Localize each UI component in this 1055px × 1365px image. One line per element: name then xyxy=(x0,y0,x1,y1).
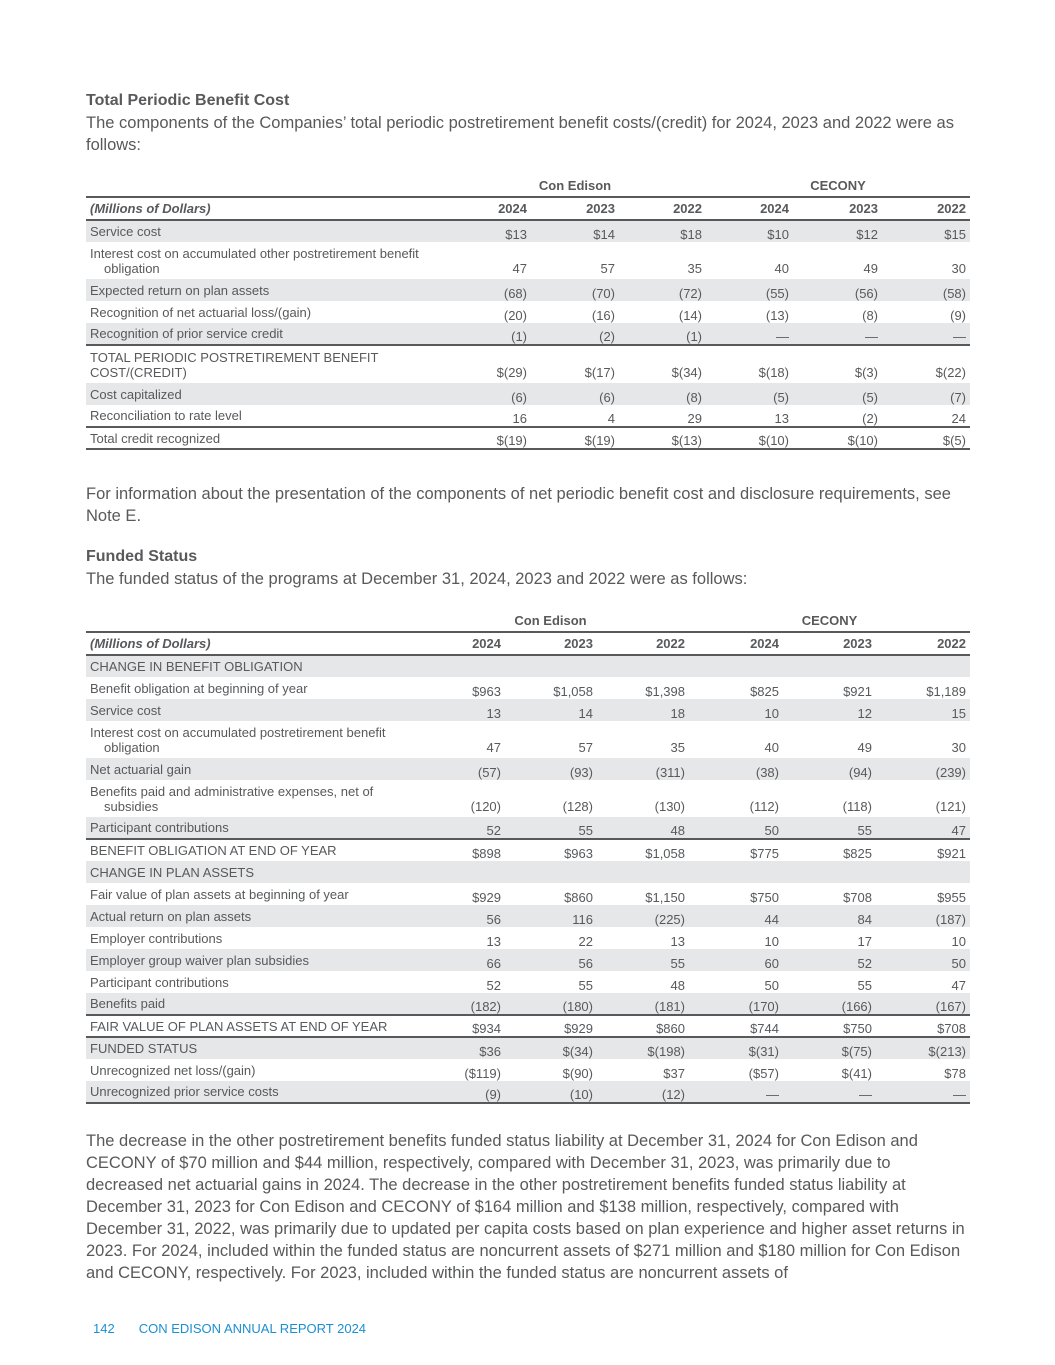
table-row xyxy=(86,655,970,677)
cell-value: $934 xyxy=(412,1015,505,1037)
cell-value: $(3) xyxy=(793,345,882,383)
cell-value xyxy=(783,861,876,883)
cell-value: ($57) xyxy=(748,1066,779,1081)
row-label xyxy=(86,383,444,405)
cell-value: $(34) xyxy=(619,345,706,383)
note-funded-status-explanation: The decrease in the other postretirement benefits funded status liability at December 31, 2024 for Con Edison and CECONY of $70 million and $44 million, respectively, compared with December 31, 2023, was primarily due to decreased net actuarial gains in 2024. The decrease in the other postretirement benefits funded status liability at December 31, 2023 for Con Edison and CECONY of $164 million and $138 million, respectively, compared with December 31, 2022, was primarily due to updated per capita costs based on plan experience and higher asset returns in 2023. For 2024, included within the funded status are noncurrent assets of $271 million and $180 million for Con Edison and CECONY, respectively. For 2023, included within the funded status are noncurrent assets of xyxy=(86,1132,965,1282)
column-header-year: 2024 xyxy=(444,197,531,220)
cell-value xyxy=(505,861,597,883)
cell-value: 48 xyxy=(597,817,689,839)
row-label-continuation: obligation xyxy=(104,740,160,755)
cell-value: $18 xyxy=(619,220,706,242)
cell-value: 57 xyxy=(578,740,593,755)
cell-value: (55) xyxy=(706,279,793,301)
row-label xyxy=(86,721,412,758)
cell-value: 30 xyxy=(951,740,966,755)
row-label-text: Participant contributions xyxy=(90,974,229,990)
cell-value: 15 xyxy=(876,699,970,721)
column-header-year: 2024 xyxy=(689,632,783,655)
table-row xyxy=(86,220,970,242)
cell-value: (121) xyxy=(935,799,966,814)
row-label xyxy=(86,1081,412,1103)
column-header-year: 2024 xyxy=(412,632,505,655)
table-row xyxy=(86,1059,970,1081)
row-label-text: Total credit recognized xyxy=(90,430,221,446)
column-header-year: 2022 xyxy=(876,632,970,655)
row-label-text: Expected return on plan assets xyxy=(90,282,270,298)
table-row xyxy=(86,405,970,427)
cell-value: $37 xyxy=(663,1066,685,1081)
cell-value: $13 xyxy=(444,220,531,242)
cell-value: 56 xyxy=(412,905,505,927)
cell-value: — xyxy=(876,1081,970,1103)
cell-value: 13 xyxy=(486,934,501,949)
cell-value: (20) xyxy=(503,308,527,323)
cell-value: 12 xyxy=(783,699,876,721)
row-label xyxy=(86,323,444,345)
cell-value: (14) xyxy=(678,308,702,323)
cell-value: $750 xyxy=(783,1015,876,1037)
column-header-label: (Millions of Dollars) xyxy=(86,197,444,220)
cell-value xyxy=(689,861,783,883)
row-label xyxy=(86,780,412,817)
row-label-text: Employer group waiver plan subsidies xyxy=(90,952,309,968)
cell-value: 50 xyxy=(764,978,779,993)
table-row xyxy=(86,721,970,758)
table-row xyxy=(86,780,970,817)
row-label xyxy=(86,861,412,883)
cell-value: (6) xyxy=(531,383,619,405)
row-label xyxy=(86,839,412,861)
row-label-text: Fair value of plan assets at beginning of year xyxy=(90,886,349,902)
cell-value xyxy=(876,655,970,677)
cell-value: $1,398 xyxy=(645,684,685,699)
cell-value: $929 xyxy=(505,1015,597,1037)
cell-value: (5) xyxy=(793,383,882,405)
row-label-text: BENEFIT OBLIGATION AT END OF YEAR xyxy=(90,843,337,858)
cell-value: $(10) xyxy=(706,427,793,449)
cell-value: $708 xyxy=(843,890,872,905)
section-title-total-periodic-benefit-cost: Total Periodic Benefit Cost xyxy=(86,92,290,109)
cell-value: 35 xyxy=(670,740,685,755)
table-row xyxy=(86,279,970,301)
cell-value: $1,058 xyxy=(597,839,689,861)
row-label-text: Reconciliation to rate level xyxy=(90,408,242,423)
cell-value: 49 xyxy=(857,740,872,755)
column-header-year: 2022 xyxy=(882,197,970,220)
row-label xyxy=(86,993,412,1015)
row-label-text: FUNDED STATUS xyxy=(90,1041,198,1056)
cell-value: 16 xyxy=(512,411,527,426)
cell-value: (8) xyxy=(862,308,878,323)
cell-value: $(31) xyxy=(689,1037,783,1059)
cell-value: (16) xyxy=(591,308,615,323)
group-label-cecony: CECONY xyxy=(801,612,858,628)
cell-value: 17 xyxy=(857,934,872,949)
cell-value: (128) xyxy=(562,799,593,814)
cell-value: (166) xyxy=(783,993,876,1015)
section-intro-total-periodic-benefit-cost: The components of the Companies’ total periodic postretirement benefit costs/(credit) for 2024, 2023 and 2022 were as follows: xyxy=(86,114,954,154)
section-intro-funded-status: The funded status of the programs at December 31, 2024, 2023 and 2022 were as follows: xyxy=(86,570,748,588)
cell-value: 14 xyxy=(505,699,597,721)
cell-value: $(90) xyxy=(562,1066,593,1081)
row-label-text: Unrecognized net loss/(gain) xyxy=(90,1062,256,1078)
cell-value: 116 xyxy=(505,905,597,927)
cell-value: 40 xyxy=(764,740,779,755)
table-row xyxy=(86,927,970,949)
cell-value: 22 xyxy=(578,934,593,949)
row-label-continuation: COST/(CREDIT) xyxy=(90,365,187,380)
cell-value: (182) xyxy=(412,993,505,1015)
column-header-label: (Millions of Dollars) xyxy=(86,632,412,655)
cell-value: $1,058 xyxy=(553,684,593,699)
cell-value: 35 xyxy=(687,261,702,276)
row-label-text: Recognition of prior service credit xyxy=(90,326,283,341)
cell-value: 13 xyxy=(412,699,505,721)
table-row xyxy=(86,301,970,323)
row-label xyxy=(86,301,444,323)
page-number: 142 xyxy=(93,1321,115,1336)
table-row xyxy=(86,1015,970,1037)
cell-value: (118) xyxy=(842,799,872,814)
cell-value: 56 xyxy=(505,949,597,971)
cell-value: 10 xyxy=(764,934,779,949)
row-label xyxy=(86,220,444,242)
table-row xyxy=(86,971,970,993)
cell-value: $(10) xyxy=(793,427,882,449)
cell-value xyxy=(876,861,970,883)
cell-value: $963 xyxy=(505,839,597,861)
note-presentation-of-components: For information about the presentation of the components of net periodic benefit cost and disclosure requirements, see Note E. xyxy=(86,485,951,525)
cell-value: 30 xyxy=(951,261,966,276)
row-label xyxy=(86,1015,412,1037)
cell-value: 4 xyxy=(607,411,615,426)
cell-value: 48 xyxy=(670,978,685,993)
cell-value xyxy=(783,655,876,677)
cell-value: (239) xyxy=(876,758,970,780)
row-label-text: Benefit obligation at beginning of year xyxy=(90,680,308,696)
row-label-text: Recognition of net actuarial loss/(gain) xyxy=(90,304,312,320)
cell-value: (6) xyxy=(444,383,531,405)
cell-value: (112) xyxy=(749,799,779,814)
column-header-year: 2023 xyxy=(531,197,619,220)
cell-value: — xyxy=(689,1081,783,1103)
row-label xyxy=(86,949,412,971)
row-label xyxy=(86,1037,412,1059)
cell-value: 47 xyxy=(951,978,966,993)
cell-value: (58) xyxy=(882,279,970,301)
cell-value: (72) xyxy=(619,279,706,301)
periodic-benefit-cost-table xyxy=(86,174,970,450)
row-label-continuation: obligation xyxy=(104,261,160,276)
cell-value: $(213) xyxy=(876,1037,970,1059)
table-row xyxy=(86,383,970,405)
cell-value: (8) xyxy=(619,383,706,405)
table-row xyxy=(86,427,970,449)
cell-value: 52 xyxy=(486,978,501,993)
row-label-continuation: subsidies xyxy=(104,799,159,814)
cell-value: $963 xyxy=(472,684,501,699)
row-label-text: Service cost xyxy=(90,702,161,718)
cell-value: 66 xyxy=(412,949,505,971)
cell-value xyxy=(412,655,505,677)
cell-value: — xyxy=(793,323,882,345)
funded-status-table xyxy=(86,609,970,1104)
cell-value: (9) xyxy=(950,308,966,323)
table-row xyxy=(86,677,970,699)
cell-value xyxy=(597,655,689,677)
report-title: CON EDISON ANNUAL REPORT 2024 xyxy=(138,1321,367,1336)
cell-value: (225) xyxy=(597,905,689,927)
table-row xyxy=(86,323,970,345)
group-label-cecony: CECONY xyxy=(810,177,866,193)
cell-value: $15 xyxy=(882,220,970,242)
cell-value: $921 xyxy=(876,839,970,861)
cell-value: 13 xyxy=(670,934,685,949)
cell-value: (93) xyxy=(505,758,597,780)
cell-value: $921 xyxy=(843,684,872,699)
cell-value: (167) xyxy=(876,993,970,1015)
cell-value: 49 xyxy=(863,261,878,276)
cell-value: $10 xyxy=(706,220,793,242)
cell-value: $(19) xyxy=(444,427,531,449)
cell-value: (12) xyxy=(597,1081,689,1103)
column-header-year: 2024 xyxy=(706,197,793,220)
row-label xyxy=(86,242,444,279)
cell-value: — xyxy=(706,323,793,345)
cell-value: (94) xyxy=(783,758,876,780)
cell-value: $775 xyxy=(689,839,783,861)
row-label-text: Interest cost on accumulated postretirement benefit xyxy=(90,725,386,740)
cell-value: $955 xyxy=(937,890,966,905)
table-row xyxy=(86,699,970,721)
cell-value: 24 xyxy=(951,411,966,426)
cell-value xyxy=(505,655,597,677)
cell-value: (70) xyxy=(531,279,619,301)
cell-value: (10) xyxy=(505,1081,597,1103)
table-row xyxy=(86,1081,970,1103)
cell-value: $750 xyxy=(750,890,779,905)
cell-value: (2) xyxy=(862,411,878,426)
cell-value: (7) xyxy=(882,383,970,405)
table-row xyxy=(86,1037,970,1059)
column-header-year: 2022 xyxy=(619,197,706,220)
row-label xyxy=(86,927,412,949)
cell-value: (180) xyxy=(505,993,597,1015)
table-row xyxy=(86,861,970,883)
cell-value: 18 xyxy=(597,699,689,721)
cell-value: 55 xyxy=(783,817,876,839)
table-row xyxy=(86,883,970,905)
row-label xyxy=(86,905,412,927)
cell-value: 40 xyxy=(774,261,789,276)
column-header-year: 2023 xyxy=(793,197,882,220)
group-label-con-edison: Con Edison xyxy=(514,612,587,628)
table-row xyxy=(86,345,970,383)
cell-value: (311) xyxy=(597,758,689,780)
cell-value: 44 xyxy=(689,905,783,927)
row-label xyxy=(86,279,444,301)
cell-value: $(5) xyxy=(882,427,970,449)
cell-value: 55 xyxy=(597,949,689,971)
cell-value: $(18) xyxy=(706,345,793,383)
row-label xyxy=(86,699,412,721)
row-label-text: Interest cost on accumulated other postretirement benefit xyxy=(90,246,419,261)
cell-value: (13) xyxy=(765,308,789,323)
cell-value: $860 xyxy=(597,1015,689,1037)
cell-value: $14 xyxy=(531,220,619,242)
row-label xyxy=(86,883,412,905)
row-label-text: Benefits paid xyxy=(90,996,166,1011)
row-label-text: Benefits paid and administrative expenses, net of xyxy=(90,784,374,799)
row-label xyxy=(86,345,444,383)
cell-value xyxy=(689,655,783,677)
cell-value: $708 xyxy=(876,1015,970,1037)
cell-value: $825 xyxy=(783,839,876,861)
row-label-text: Net actuarial gain xyxy=(90,761,192,777)
cell-value: $(13) xyxy=(619,427,706,449)
cell-value: $12 xyxy=(793,220,882,242)
cell-value: $(34) xyxy=(505,1037,597,1059)
table-row xyxy=(86,949,970,971)
row-label-text: CHANGE IN BENEFIT OBLIGATION xyxy=(90,659,303,674)
row-label xyxy=(86,758,412,780)
row-label-text: FAIR VALUE OF PLAN ASSETS AT END OF YEAR xyxy=(90,1018,388,1034)
section-title-funded-status: Funded Status xyxy=(86,548,198,565)
page-footer xyxy=(93,1321,390,1336)
row-label xyxy=(86,971,412,993)
cell-value: $1,189 xyxy=(926,684,966,699)
row-label-text: Cost capitalized xyxy=(90,386,182,402)
table-row xyxy=(86,993,970,1015)
cell-value: ($119) xyxy=(464,1066,501,1081)
cell-value: $(17) xyxy=(531,345,619,383)
cell-value: $860 xyxy=(564,890,593,905)
row-label-text: Actual return on plan assets xyxy=(90,908,252,924)
cell-value: $(29) xyxy=(444,345,531,383)
cell-value: 55 xyxy=(857,978,872,993)
table-row xyxy=(86,905,970,927)
cell-value: — xyxy=(783,1081,876,1103)
cell-value: $(198) xyxy=(597,1037,689,1059)
cell-value: 55 xyxy=(578,978,593,993)
cell-value: $(22) xyxy=(882,345,970,383)
cell-value: $36 xyxy=(412,1037,505,1059)
cell-value xyxy=(597,861,689,883)
cell-value: — xyxy=(882,323,970,345)
cell-value: (56) xyxy=(793,279,882,301)
cell-value: 13 xyxy=(774,411,789,426)
column-header-year: 2023 xyxy=(783,632,876,655)
cell-value: (2) xyxy=(531,323,619,345)
cell-value: 55 xyxy=(505,817,597,839)
row-label xyxy=(86,677,412,699)
cell-value: (38) xyxy=(689,758,783,780)
cell-value: (181) xyxy=(597,993,689,1015)
cell-value: 47 xyxy=(876,817,970,839)
table-row xyxy=(86,758,970,780)
cell-value: $1,150 xyxy=(645,890,685,905)
cell-value: $898 xyxy=(412,839,505,861)
cell-value: 50 xyxy=(876,949,970,971)
cell-value: 60 xyxy=(689,949,783,971)
cell-value: (1) xyxy=(619,323,706,345)
cell-value: (130) xyxy=(654,799,685,814)
cell-value: $(19) xyxy=(531,427,619,449)
group-label-con-edison: Con Edison xyxy=(538,177,612,193)
row-label xyxy=(86,427,444,449)
cell-value: $78 xyxy=(944,1066,966,1081)
row-label xyxy=(86,655,412,677)
row-label-text: Unrecognized prior service costs xyxy=(90,1084,279,1099)
cell-value: 29 xyxy=(687,411,702,426)
row-label-text: Participant contributions xyxy=(90,820,229,835)
cell-value: 52 xyxy=(783,949,876,971)
cell-value: (68) xyxy=(444,279,531,301)
cell-value: 57 xyxy=(600,261,615,276)
row-label xyxy=(86,405,444,427)
column-header-year: 2023 xyxy=(505,632,597,655)
cell-value: $(41) xyxy=(841,1066,872,1081)
cell-value: 50 xyxy=(689,817,783,839)
cell-value xyxy=(412,861,505,883)
cell-value: (1) xyxy=(444,323,531,345)
cell-value: (170) xyxy=(689,993,783,1015)
cell-value: (120) xyxy=(470,799,501,814)
row-label-text: Service cost xyxy=(90,224,161,239)
cell-value: (5) xyxy=(706,383,793,405)
cell-value: 10 xyxy=(951,934,966,949)
cell-value: $744 xyxy=(689,1015,783,1037)
cell-value: 84 xyxy=(783,905,876,927)
cell-value: 47 xyxy=(512,261,527,276)
cell-value: $825 xyxy=(750,684,779,699)
cell-value: 47 xyxy=(486,740,501,755)
cell-value: 52 xyxy=(412,817,505,839)
cell-value: $929 xyxy=(472,890,501,905)
table-row xyxy=(86,242,970,279)
column-header-year: 2022 xyxy=(597,632,689,655)
row-label-text: Employer contributions xyxy=(90,930,223,946)
table-row xyxy=(86,817,970,839)
row-label-text: TOTAL PERIODIC POSTRETIREMENT BENEFIT xyxy=(90,350,379,365)
table-row xyxy=(86,839,970,861)
cell-value: $(75) xyxy=(783,1037,876,1059)
row-label xyxy=(86,817,412,839)
cell-value: (187) xyxy=(876,905,970,927)
cell-value: (9) xyxy=(412,1081,505,1103)
cell-value: (57) xyxy=(412,758,505,780)
row-label xyxy=(86,1059,412,1081)
cell-value: 10 xyxy=(689,699,783,721)
row-label-text: CHANGE IN PLAN ASSETS xyxy=(90,864,254,880)
